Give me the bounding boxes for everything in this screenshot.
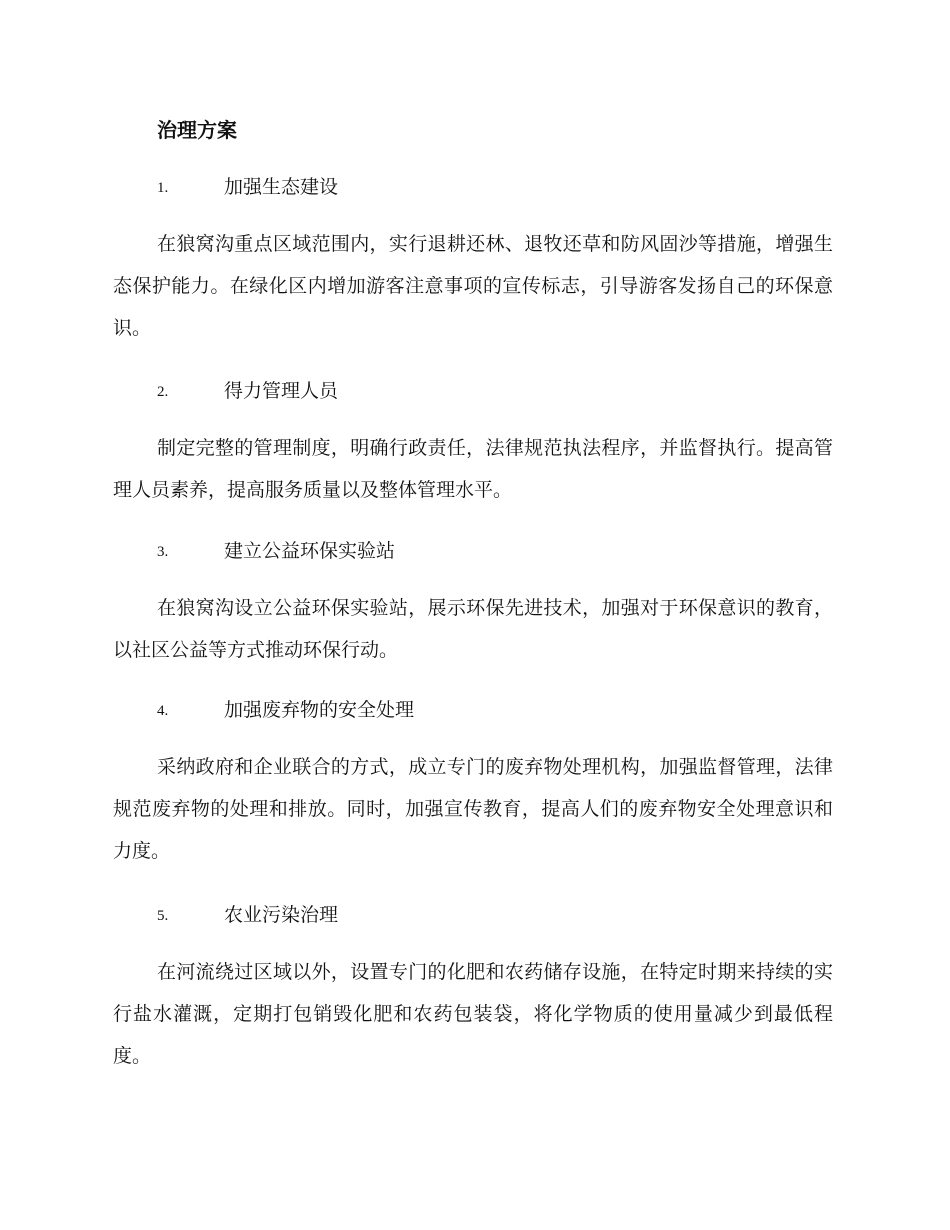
section-body: 在狼窝沟重点区域范围内，实行退耕还林、退牧还草和防风固沙等措施，增强生态保护能力。在绿化区内增加游客注意事项的宣传标志，引导游客发扬自己的环保意识。 xyxy=(113,233,833,339)
section-number: 2. xyxy=(157,384,169,400)
section-number: 5. xyxy=(157,908,169,924)
section-number: 4. xyxy=(157,703,169,719)
section-heading-text: 得力管理人员 xyxy=(224,380,339,402)
section-heading xyxy=(0,376,950,406)
section-heading xyxy=(0,536,950,566)
section-body: 在狼窝沟设立公益环保实验站，展示环保先进技术，加强对于环保意识的教育，以社区公益等方式推动环保行动。 xyxy=(113,597,833,661)
section-heading-text: 农业污染治理 xyxy=(224,904,339,926)
section-body: 制定完整的管理制度，明确行政责任，法律规范执法程序，并监督执行。提高管理人员素养，提高服务质量以及整体管理水平。 xyxy=(113,437,833,501)
section-body: 采纳政府和企业联合的方式，成立专门的废弃物处理机构，加强监督管理，法律规范废弃物的处理和排放。同时，加强宣传教育，提高人们的废弃物安全处理意识和力度。 xyxy=(113,756,833,862)
section-number: 3. xyxy=(157,544,169,560)
section-heading-text: 建立公益环保实验站 xyxy=(224,540,396,562)
section-heading-text: 加强生态建设 xyxy=(224,176,339,198)
section-heading xyxy=(0,695,950,725)
section-heading xyxy=(0,172,950,202)
section-heading xyxy=(0,900,950,930)
section-heading-text: 加强废弃物的安全处理 xyxy=(224,699,415,721)
document-title: 治理方案 xyxy=(157,118,237,142)
section-number: 1. xyxy=(157,180,169,196)
section-body: 在河流绕过区域以外，设置专门的化肥和农药储存设施，在特定时期来持续的实行盐水灌溉，定期打包销毁化肥和农药包装袋，将化学物质的使用量减少到最低程度。 xyxy=(113,961,833,1067)
